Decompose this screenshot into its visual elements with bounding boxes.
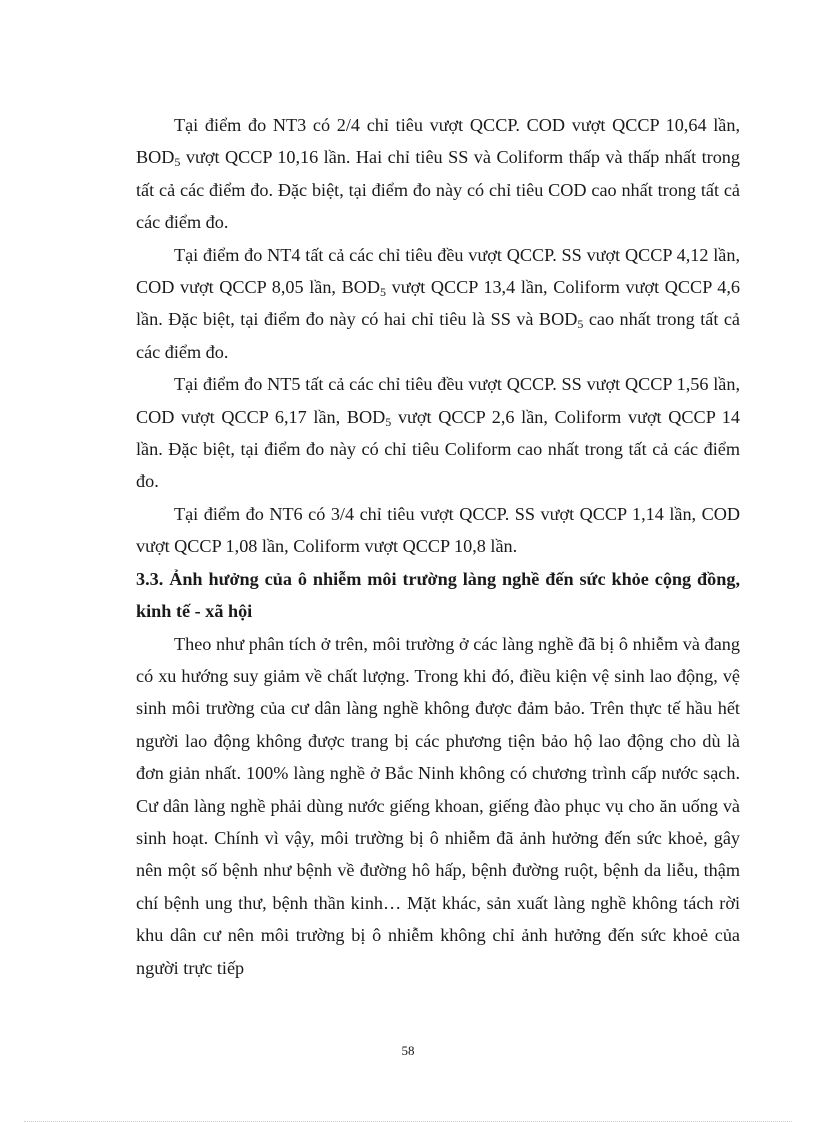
paragraph-nt3: Tại điểm đo NT3 có 2/4 chỉ tiêu vượt QCCP. COD vượt QCCP 10,64 lần, $BOD_5$ vượt QCCP 10,16 lần. Hai chỉ tiêu SS và Coliform thấp và thấp nhất trong tất cả các điểm đo. Đặc biệt, tại điểm đo này có chỉ tiêu COD cao nhất trong tất cả các điểm đo.	[136, 115, 740, 233]
footer-divider	[24, 1121, 792, 1122]
paragraph-nt5: Tại điểm đo NT5 tất cả các chỉ tiêu đều vượt QCCP. SS vượt QCCP 1,56 lần, COD vượt QCCP 6,17 lần, $BOD_5$ vượt QCCP 2,6 lần, Coliform vượt QCCP 14 lần. Đặc biệt, tại điểm đo này có chỉ tiêu Coliform cao nhất trong tất cả các điểm đo.	[136, 374, 740, 492]
paragraph-body: Theo như phân tích ở trên, môi trường ở các làng nghề đã bị ô nhiễm và đang có xu hướng suy giảm về chất lượng. Trong khi đó, điều kiện vệ sinh lao động, vệ sinh môi trường của cư dân làng nghề không được đảm bảo. Trên thực tế hầu hết người lao động không được trang bị các phương tiện bảo hộ lao động cho dù là đơn giản nhất. 100% làng nghề ở Bắc Ninh không có chương trình cấp nước sạch. Cư dân làng nghề phải dùng nước giếng khoan, giếng đào phục vụ cho ăn uống và sinh hoạt. Chính vì vậy, môi trường bị ô nhiễm đã ảnh hưởng đến sức khoẻ, gây nên một số bệnh như bệnh về đường hô hấp, bệnh đường ruột, bệnh da liễu, thậm chí bệnh ung thư, bệnh thần kinh… Mặt khác, sản xuất làng nghề không tách rời khu dân cư nên môi trường bị ô nhiễm không chỉ ảnh hưởng đến sức khoẻ của người trực tiếp	[136, 633, 740, 978]
section-heading: 3.3. Ảnh hưởng của ô nhiễm môi trường làng nghề đến sức khỏe cộng đồng, kinh tế - xã hội	[136, 568, 740, 622]
page-content	[136, 109, 740, 984]
paragraph-nt6: Tại điểm đo NT6 có 3/4 chỉ tiêu vượt QCCP. SS vượt QCCP 1,14 lần, COD vượt QCCP 1,08 lần, Coliform vượt QCCP 10,8 lần.	[136, 503, 740, 557]
paragraph-nt4: Tại điểm đo NT4 tất cả các chỉ tiêu đều vượt QCCP. SS vượt QCCP 4,12 lần, COD vượt QCCP 8,05 lần, $BOD_5$ vượt QCCP 13,4 lần, Coliform vượt QCCP 4,6 lần. Đặc biệt, tại điểm đo này có hai chỉ tiêu là SS và $BOD_5$ cao nhất trong tất cả các điểm đo.	[136, 244, 740, 362]
page-number: 58	[401, 1043, 415, 1058]
